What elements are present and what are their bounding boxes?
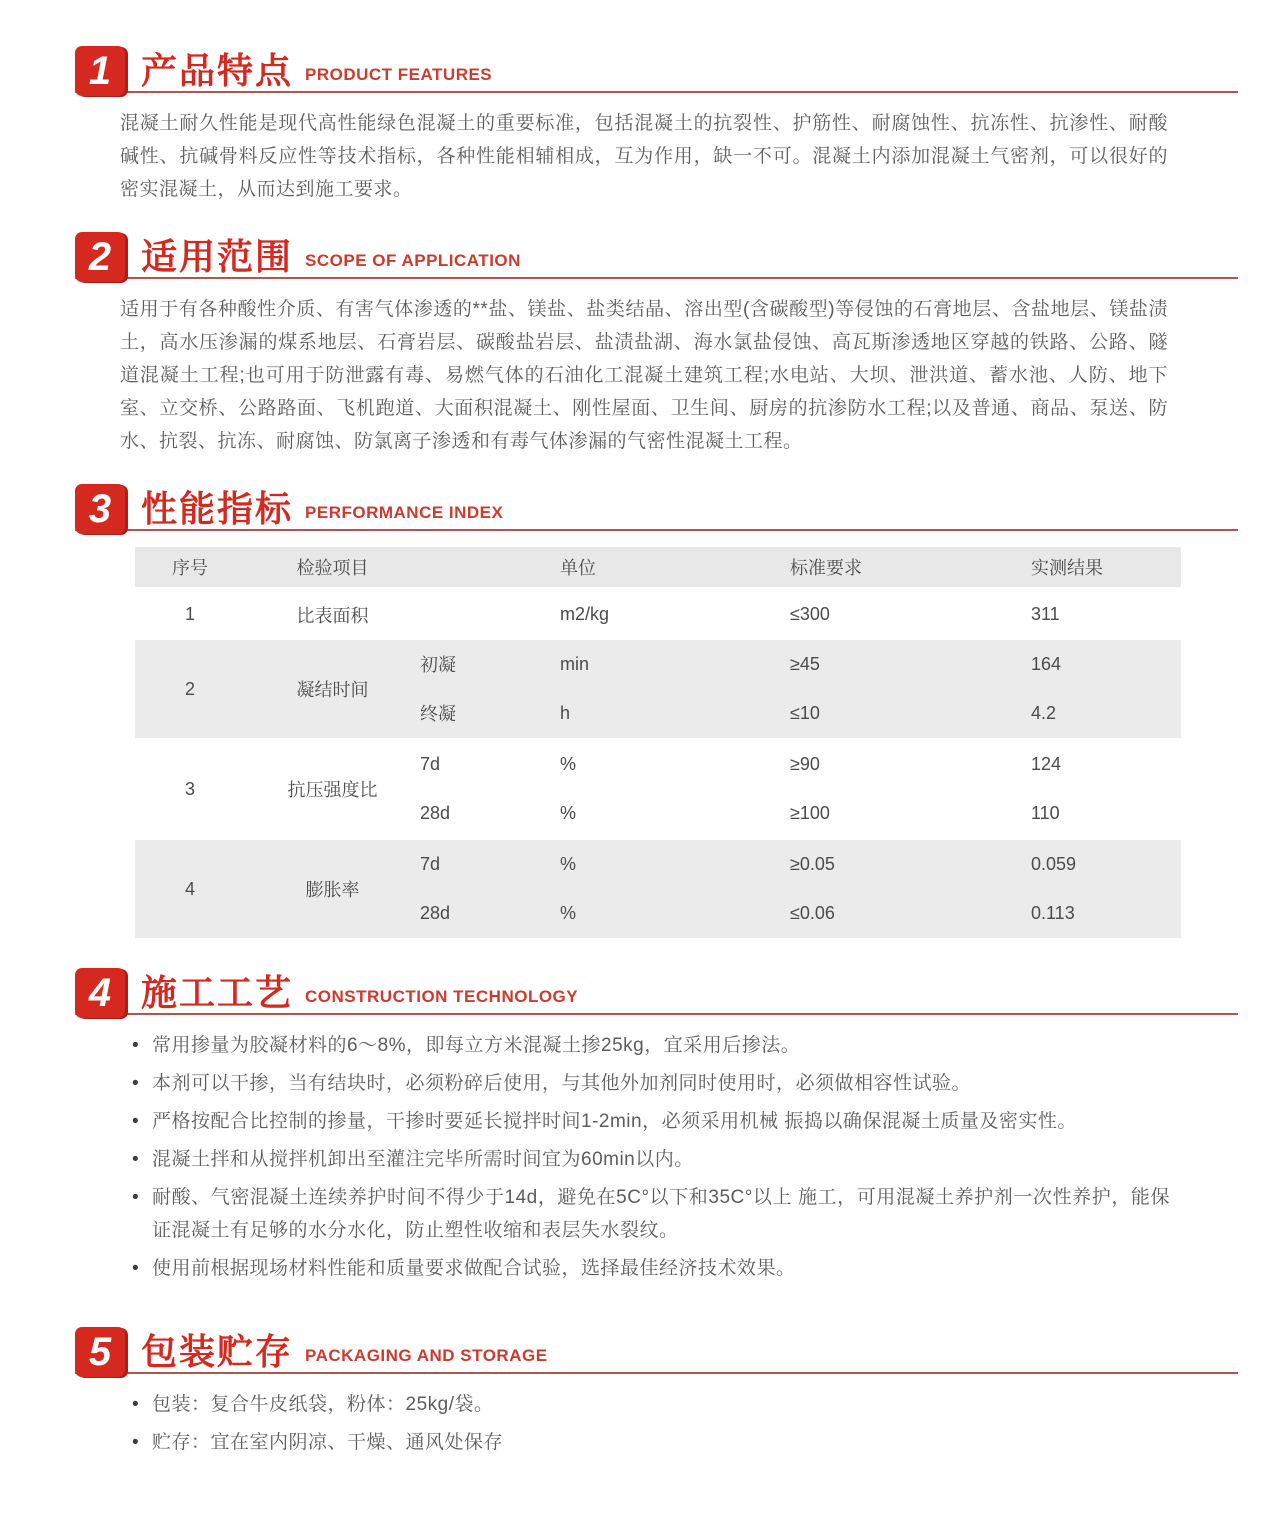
cell-unit: m2/kg — [560, 589, 790, 638]
section-product-features — [75, 46, 1238, 206]
cell-standard: ≤300 — [790, 589, 1031, 638]
section-paragraph: 适用于有各种酸性介质、有害气体渗透的**盐、镁盐、盐类结晶、溶出型(含碳酸型)等侵蚀的石膏地层、含盐地层、镁盐渍土，高水压渗漏的煤系地层、石膏岩层、碳酸盐岩层、盐渍盐湖、海水氯盐侵蚀、高瓦斯渗透地区穿越的铁路、公路、隧道混凝土工程;也可用于防泄露有毒、易燃气体的石油化工混凝土建筑工程;水电站、大坝、泄洪道、蓄水池、人防、地下室、立交桥、公路路面、飞机跑道、大面积混凝土、刚性屋面、卫生间、厨房的抗渗防水工程;以及普通、商品、泵送、防水、抗裂、抗冻、耐腐蚀、防氯离子渗透和有毒气体渗漏的气密性混凝土工程。 — [120, 299, 1168, 452]
section-title-zh: 施工工艺 — [141, 971, 294, 1013]
section-paragraph: 混凝土耐久性能是现代高性能绿色混凝土的重要标准，包括混凝土的抗裂性、护筋性、耐腐蚀性、抗冻性、抗渗性、耐酸碱性、抗碱骨料反应性等技术指标，各种性能相辅相成，互为作用，缺一不可。混凝土内添加混凝土气密剂，可以很好的密实混凝土，从而达到施工要求。 — [120, 113, 1168, 200]
packaging-bullet-list — [130, 1388, 1170, 1459]
construction-bullet-list — [130, 1029, 1170, 1285]
table-row — [135, 589, 1181, 638]
cell-subitem: 初凝 — [420, 638, 560, 688]
cell-subitem: 28d — [420, 788, 560, 838]
cell-standard: ≤10 — [790, 688, 1031, 738]
section-title-en: CONSTRUCTION TECHNOLOGY — [305, 987, 579, 1006]
cell-item: 抗压强度比 — [245, 738, 420, 838]
table-row — [135, 738, 1181, 788]
cell-standard: ≥100 — [790, 788, 1031, 838]
cell-item: 膨胀率 — [245, 838, 420, 938]
cell-unit: % — [560, 788, 790, 838]
col-header-no: 序号 — [135, 547, 245, 589]
cell-subitem: 7d — [420, 838, 560, 888]
col-header-standard: 标准要求 — [790, 547, 1031, 589]
section-number-badge — [75, 232, 125, 282]
section-number-badge — [75, 968, 125, 1018]
section-title-en: PERFORMANCE INDEX — [305, 503, 504, 522]
section-title-zh: 包装贮存 — [141, 1330, 294, 1372]
list-item: • 本剂可以干掺，当有结块时，必须粉碎后使用，与其他外加剂同时使用时，必须做相容性试验。 — [130, 1067, 1170, 1100]
section-number: 1 — [88, 48, 112, 93]
section-header-2 — [75, 232, 1238, 279]
list-item: • 耐酸、气密混凝土连续养护时间不得少于14d，避免在5C°以下和35C°以上 施工，可用混凝土养护剂一次性养护，能保证混凝土有足够的水分水化，防止塑性收缩和表层失水裂纹。 — [130, 1181, 1170, 1247]
col-header-subitem — [420, 547, 560, 589]
section-performance-index — [75, 484, 1238, 938]
section-number-badge — [75, 46, 125, 96]
section-number: 2 — [88, 234, 112, 279]
section-header-1 — [75, 46, 1238, 93]
table-row — [135, 838, 1181, 888]
section-title-zh: 性能指标 — [141, 487, 294, 529]
cell-standard: ≥45 — [790, 638, 1031, 688]
cell-subitem — [420, 589, 560, 638]
section-number: 4 — [88, 970, 112, 1015]
cell-result: 0.113 — [1031, 888, 1181, 938]
list-item: • 常用掺量为胶凝材料的6～8%，即每立方米混凝土掺25kg，宜采用后掺法。 — [130, 1029, 1170, 1062]
cell-standard: ≥0.05 — [790, 838, 1031, 888]
cell-result: 164 — [1031, 638, 1181, 688]
cell-unit: % — [560, 888, 790, 938]
cell-result: 0.059 — [1031, 838, 1181, 888]
section-scope-of-application — [75, 232, 1238, 458]
section-title-en: PRODUCT FEATURES — [305, 65, 493, 84]
section-title-zh: 适用范围 — [141, 235, 294, 277]
section-number-badge — [75, 484, 125, 534]
cell-result: 311 — [1031, 589, 1181, 638]
col-header-item: 检验项目 — [245, 547, 420, 589]
col-header-result: 实测结果 — [1031, 547, 1181, 589]
section-title-en: PACKAGING AND STORAGE — [305, 1346, 548, 1365]
section-header-3 — [75, 484, 1238, 531]
section-packaging-and-storage — [75, 1327, 1238, 1459]
section-header-4 — [75, 968, 1238, 1015]
cell-result: 4.2 — [1031, 688, 1181, 738]
cell-unit: % — [560, 838, 790, 888]
cell-subitem: 终凝 — [420, 688, 560, 738]
cell-standard: ≥90 — [790, 738, 1031, 788]
performance-table — [135, 547, 1181, 938]
section-construction-technology — [75, 968, 1238, 1285]
section-title-zh: 产品特点 — [141, 49, 294, 91]
cell-unit: min — [560, 638, 790, 688]
cell-standard: ≤0.06 — [790, 888, 1031, 938]
cell-no: 1 — [135, 589, 245, 638]
section-title-en: SCOPE OF APPLICATION — [305, 251, 521, 270]
list-item: • 混凝土拌和从搅拌机卸出至灌注完毕所需时间宜为60min以内。 — [130, 1143, 1170, 1176]
list-item: • 贮存：宜在室内阴凉、干燥、通风处保存 — [130, 1426, 1170, 1459]
cell-no: 2 — [135, 638, 245, 738]
list-item: • 严格按配合比控制的掺量，干掺时要延长搅拌时间1-2min，必须采用机械 振捣以确保混凝土质量及密实性。 — [130, 1105, 1170, 1138]
col-header-unit: 单位 — [560, 547, 790, 589]
section-number: 3 — [88, 486, 112, 531]
cell-unit: h — [560, 688, 790, 738]
section-number-badge — [75, 1327, 125, 1377]
cell-item: 比表面积 — [245, 589, 420, 638]
table-row — [135, 638, 1181, 688]
cell-unit: % — [560, 738, 790, 788]
cell-no: 4 — [135, 838, 245, 938]
cell-subitem: 7d — [420, 738, 560, 788]
section-header-5 — [75, 1327, 1238, 1374]
list-item: • 包装：复合牛皮纸袋，粉体：25kg/袋。 — [130, 1388, 1170, 1421]
cell-item: 凝结时间 — [245, 638, 420, 738]
cell-subitem: 28d — [420, 888, 560, 938]
table-header-row — [135, 547, 1181, 589]
cell-result: 110 — [1031, 788, 1181, 838]
cell-no: 3 — [135, 738, 245, 838]
list-item: • 使用前根据现场材料性能和质量要求做配合试验，选择最佳经济技术效果。 — [130, 1252, 1170, 1285]
cell-result: 124 — [1031, 738, 1181, 788]
spacer — [75, 1311, 1238, 1327]
section-number: 5 — [88, 1329, 112, 1374]
